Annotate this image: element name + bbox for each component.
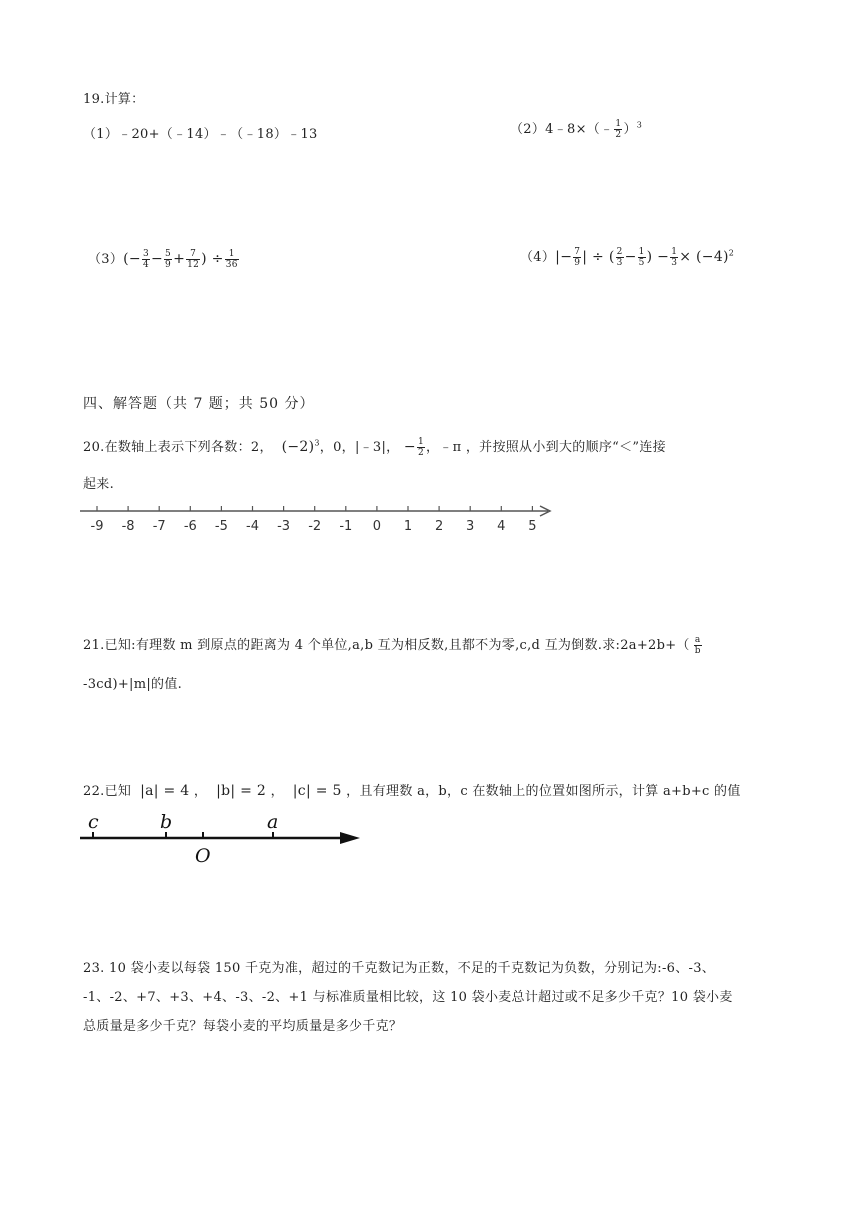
label-b: b (160, 811, 173, 833)
separator: ， (270, 784, 284, 799)
tick-label: 1 (403, 519, 413, 534)
tick-label: -1 (339, 519, 353, 534)
tick-label: 3 (466, 519, 475, 534)
tick-label: -6 (183, 519, 197, 534)
fraction (186, 249, 200, 270)
math-operator: × (−4) (679, 249, 729, 265)
fraction-numerator: 5 (165, 249, 172, 259)
math-operator: ) − (646, 249, 670, 265)
fraction-numerator: 3 (142, 249, 149, 259)
tick-label: -7 (152, 519, 166, 534)
fraction-denominator: b (694, 646, 701, 656)
q19-part2 (510, 118, 642, 140)
q19-part2-lead: （2）4﹣8×（﹣ (510, 122, 614, 137)
fraction (225, 249, 239, 270)
fraction-denominator: 3 (671, 258, 678, 268)
math-paren: (− (123, 251, 141, 267)
fraction-numerator: 1 (671, 247, 678, 257)
math-abs: |− (555, 249, 573, 265)
fraction-denominator: 3 (616, 258, 623, 268)
fraction-denominator: 36 (225, 260, 238, 270)
fraction-numerator: 1 (615, 119, 622, 129)
math-operator: + (173, 251, 186, 267)
separator: ， (193, 784, 208, 799)
fraction-numerator: 1 (638, 247, 645, 257)
q23-line1: 23. 10 袋小麦以每袋 150 千克为准，超过的千克数记为正数，不足的千克数记为负数，分别记为:-6、-3、 (83, 961, 716, 976)
tick-label: -2 (308, 519, 322, 534)
fraction-numerator: 7 (574, 247, 581, 257)
fraction (573, 247, 581, 268)
q23-line3: 总质量是多少千克？每袋小麦的平均质量是多少千克？ (83, 1019, 403, 1034)
math-operator: | ÷ ( (582, 249, 615, 265)
tick-label: -3 (277, 519, 291, 534)
tick-label: 2 (434, 519, 444, 534)
fraction-denominator: 2 (417, 448, 424, 458)
math-operator: − (151, 251, 164, 267)
tick-label: -4 (246, 519, 259, 534)
math-expression: |a| = 4 (140, 783, 190, 799)
label-a: a (267, 811, 279, 833)
exponent: 3 (314, 438, 320, 448)
q22-text (83, 780, 741, 799)
math-operator: ) ÷ (201, 251, 224, 267)
q19-part2-close: ） (623, 122, 637, 137)
section-heading: 四、解答题（共 7 题；共 50 分） (83, 396, 315, 412)
math-expression: |b| = 2 (216, 783, 267, 799)
q20-text-cont: 起来. (83, 477, 115, 492)
fraction (670, 247, 678, 268)
fraction (616, 247, 624, 268)
q19-part1: （1）﹣20+（﹣14）﹣（﹣18）﹣13 (83, 127, 318, 142)
fraction-numerator: 1 (417, 437, 424, 447)
math-expression: (−2) (281, 439, 315, 455)
fraction-denominator: 5 (638, 258, 645, 268)
tick-label: 0 (372, 519, 382, 534)
q19-part3 (88, 248, 240, 270)
fraction (142, 249, 150, 270)
q20-text-c: ，﹣π ，并按照从小到大的顺序“＜”连接 (425, 440, 666, 455)
fraction-denominator: 12 (187, 260, 200, 270)
q21-text (83, 634, 703, 656)
fraction-numerator: 7 (186, 249, 200, 260)
number-line-1 (80, 500, 560, 536)
tick-label: -8 (121, 519, 135, 534)
fraction-numerator: 1 (225, 249, 239, 260)
fraction-denominator: 9 (165, 260, 172, 270)
fraction (638, 247, 646, 268)
q23-line2: -1、-2、+7、+3、+4、-3、-2、+1 与标准质量相比较，这 10 袋小麦总计超过或不足多少千克？10 袋小麦 (83, 990, 733, 1005)
q21-text-cont: -3cd)+|m|的值. (83, 677, 183, 692)
arrow-head-icon (340, 832, 360, 844)
q19-part2-exponent: 3 (636, 120, 643, 130)
q21-text-a: 21.已知:有理数 m 到原点的距离为 4 个单位,a,b 互为相反数,且都不为零,c,d 互为倒数.求:2a+2b+（ (83, 638, 690, 653)
fraction-denominator: 4 (142, 260, 149, 270)
fraction-denominator: 2 (615, 130, 622, 140)
q19-title: 19.计算： (83, 92, 145, 107)
exponent: 2 (728, 248, 735, 258)
label-c: c (88, 811, 99, 833)
q20-text (83, 436, 666, 458)
q20-text-b: ，0，|﹣3|， (319, 440, 400, 455)
label-origin: O (195, 845, 211, 866)
tick-label: 4 (497, 519, 506, 534)
q20-text-a: 20.在数轴上表示下列各数：2， (83, 440, 273, 455)
number-line-2 (78, 808, 368, 866)
q19-part4 (520, 246, 734, 268)
fraction-denominator: 9 (574, 258, 581, 268)
q22-text-pre: 22.已知 (83, 784, 132, 799)
q22-text-post: ，且有理数 a，b，c 在数轴上的位置如图所示，计算 a+b+c 的值 (346, 784, 741, 799)
tick-label: -9 (90, 519, 104, 534)
q19-part2-fraction (614, 119, 622, 140)
math-expression: |c| = 5 (292, 783, 342, 799)
math-operator: − (624, 249, 637, 265)
q19-part3-label: （3） (88, 252, 124, 267)
tick-label: -5 (214, 519, 228, 534)
fraction (694, 635, 702, 656)
fraction-numerator: a (694, 635, 701, 645)
fraction (417, 437, 425, 458)
q19-part4-label: （4） (520, 250, 556, 265)
tick-label: 5 (528, 519, 537, 534)
fraction-numerator: 2 (616, 247, 623, 257)
fraction (164, 249, 172, 270)
math-operator: − (403, 439, 416, 455)
